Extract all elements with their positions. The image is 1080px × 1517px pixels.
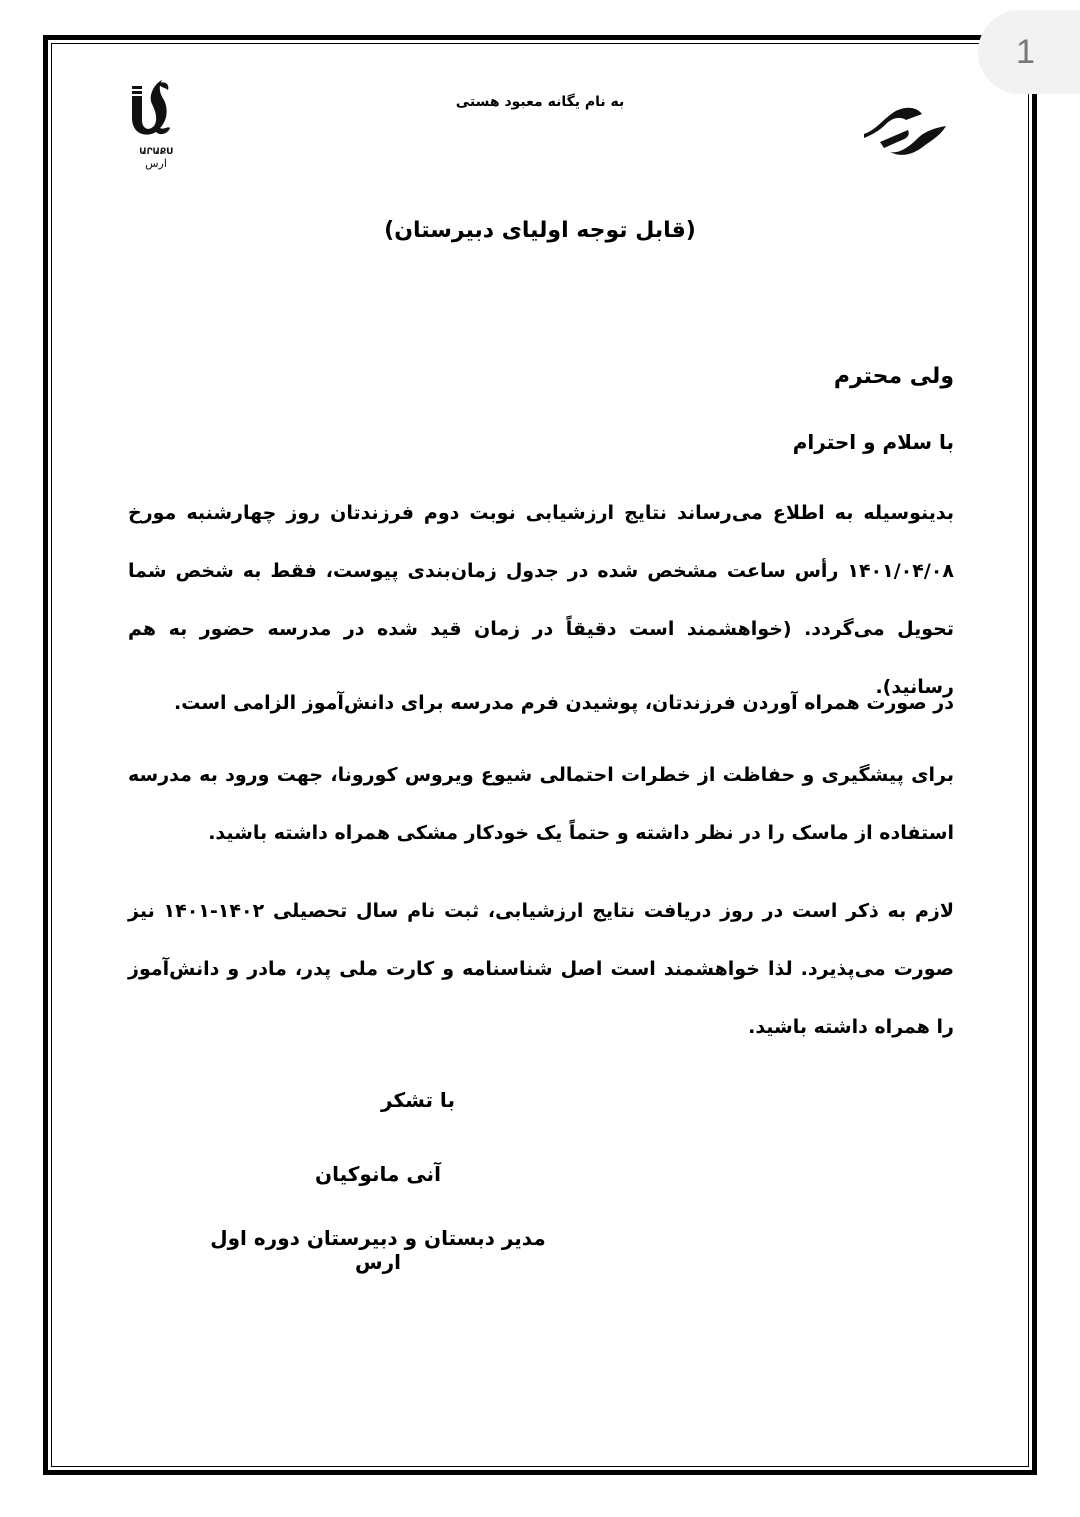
- greeting: با سلام و احترام: [792, 430, 954, 454]
- header-invocation: به نام یگانه معبود هستی: [455, 94, 625, 110]
- paragraph-results-notice: بدینوسیله به اطلاع می‌رساند نتایج ارزشیابی نوبت دوم فرزندتان روز چهارشنبه مورخ ۱۴۰۱/۰۴/۰۸ رأس ساعت مشخص شده در جدول زمان‌بندی پیوست، فقط به شخص شما تحویل می‌گردد. (خواهشمند است دقیقاً در زمان قید شده در مدرسه حضور به هم رسانید).: [128, 502, 954, 698]
- paragraph-uniform: در صورت همراه آوردن فرزندتان، پوشیدن فرم مدرسه برای دانش‌آموز الزامی است.: [174, 692, 954, 714]
- closing-line: [198, 1088, 558, 1112]
- salutation: ولی محترم: [833, 364, 954, 389]
- logo-text-persian: ارس: [145, 157, 167, 170]
- signer-name: آنی مانوکیان: [315, 1162, 441, 1186]
- wave-emblem-icon: [860, 100, 950, 160]
- aras-logo-icon: [128, 78, 184, 170]
- paragraph-covid-precautions: برای پیشگیری و حفاظت از خطرات احتمالی شیوع ویروس کورونا، جهت ورود به مدرسه استفاده از ماسک را در نظر داشته و حتماً یک خودکار مشکی همراه داشته باشید.: [128, 764, 954, 844]
- closing-text: با تشکر: [381, 1088, 455, 1112]
- letter-subject: (قابل توجه اولیای دبیرستان): [384, 218, 696, 243]
- page-number: 1: [1016, 33, 1035, 71]
- signer-title: مدیر دبستان و دبیرستان دوره اول ارس: [210, 1226, 546, 1274]
- logo-text-armenian: ԱՐԱՔՍ: [139, 147, 173, 157]
- page-number-badge: [978, 10, 1080, 94]
- paragraph-registration: لازم به ذکر است در روز دریافت نتایج ارزشیابی، ثبت نام سال تحصیلی ۱۴۰۲-۱۴۰۱ نیز صورت می‌پذیرد. لذا خواهشمند است اصل شناسنامه و کارت ملی پدر، مادر و دانش‌آموز را همراه داشته باشید.: [128, 900, 954, 1038]
